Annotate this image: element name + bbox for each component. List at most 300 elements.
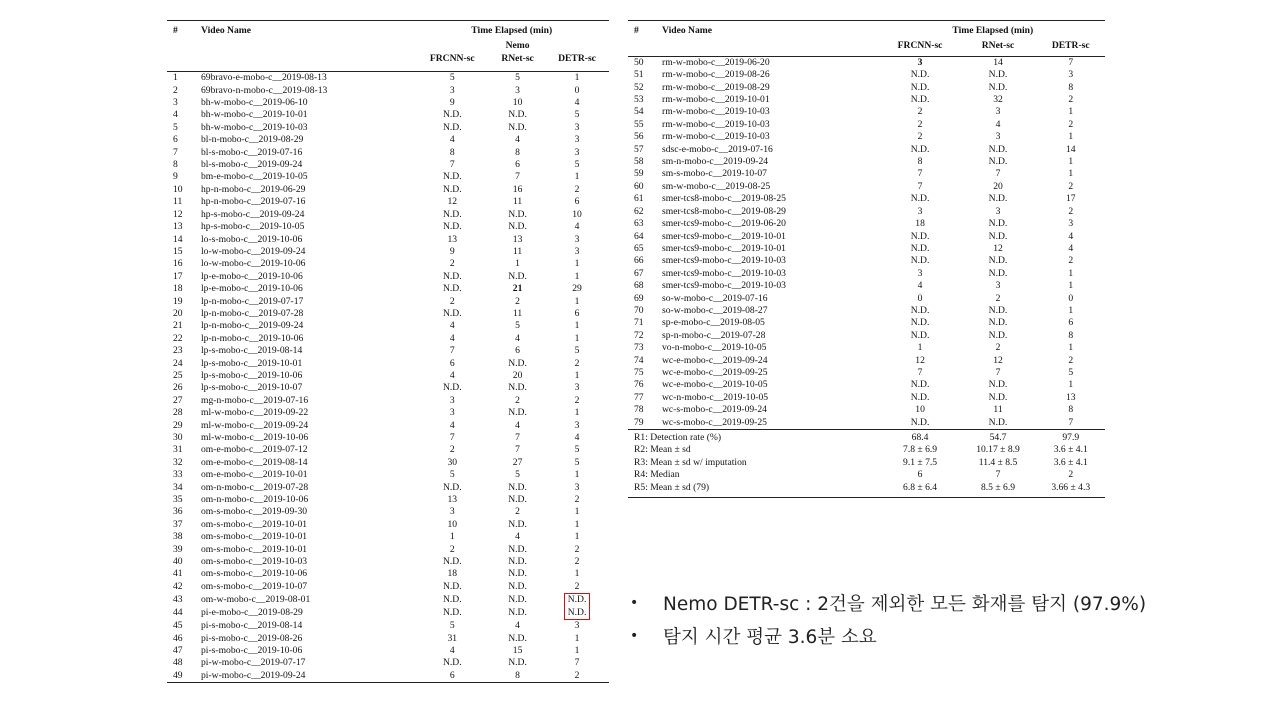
detr-value	[545, 670, 609, 683]
video-name-text: hp-n-mobo-c__2019-06-29	[201, 183, 306, 195]
row-number	[167, 296, 201, 308]
video-name-text: om-n-mobo-c__2019-07-28	[201, 481, 309, 493]
row-number	[628, 305, 662, 317]
video-name-text: pi-s-mobo-c__2019-08-26	[201, 632, 303, 644]
detr-value-text: 2	[574, 394, 580, 406]
video-name	[201, 382, 414, 394]
row-number	[167, 670, 201, 683]
video-name-text: lo-w-mobo-c__2019-09-24	[201, 245, 306, 257]
table-row	[167, 358, 609, 370]
video-name	[662, 82, 881, 94]
frcnn-value-text: 4	[917, 280, 923, 292]
detr-value	[1036, 268, 1105, 280]
frcnn-value-text: 18	[915, 218, 925, 230]
frcnn-value	[881, 193, 960, 205]
rnet-value-text: N.D.	[508, 270, 527, 282]
frcnn-value	[881, 119, 960, 131]
table-row	[628, 119, 1105, 131]
rnet-value	[490, 482, 545, 494]
frcnn-value-text: 6	[449, 357, 455, 369]
detr-value	[545, 72, 609, 85]
frcnn-value-text: 3	[917, 267, 923, 279]
rnet-value-text: 2	[515, 295, 520, 307]
table-row	[628, 379, 1105, 391]
row-number	[167, 345, 201, 357]
row-number	[167, 407, 201, 419]
video-name	[201, 506, 414, 518]
rnet-value-text: N.D.	[988, 304, 1008, 316]
rnet-value	[490, 607, 545, 620]
video-name	[201, 420, 414, 432]
video-name-text: lp-s-mobo-c__2019-10-06	[201, 369, 303, 381]
row-number-text: 26	[173, 382, 183, 394]
rnet-value	[960, 69, 1037, 81]
video-name-text: hp-n-mobo-c__2019-07-16	[201, 196, 306, 208]
detr-value-text: 3	[574, 620, 580, 632]
video-name-text: hp-s-mobo-c__2019-09-24	[201, 208, 305, 220]
rnet-value-text: 11	[512, 196, 523, 208]
video-name	[201, 444, 414, 456]
detr-value-text: 10	[572, 208, 582, 220]
detr-value-text: 2	[1068, 180, 1074, 192]
row-number-text: 57	[634, 143, 644, 155]
row-number	[167, 258, 201, 270]
col-header-rnet: RNet-sc	[960, 40, 1037, 56]
rnet-value-text: N.D.	[508, 556, 527, 568]
frcnn-value	[881, 330, 960, 342]
video-name-text: om-s-mobo-c__2019-10-01	[201, 518, 308, 530]
video-name-text: lp-e-mobo-c__2019-10-06	[201, 283, 303, 295]
frcnn-value-text: 3	[449, 506, 455, 518]
video-name	[201, 432, 414, 444]
table-row	[628, 392, 1105, 404]
table-row	[628, 69, 1105, 81]
table-row	[628, 293, 1105, 305]
rnet-value-text: 10	[512, 97, 523, 109]
rnet-value	[490, 407, 545, 419]
detr-value	[545, 645, 609, 657]
video-name-text: lp-n-mobo-c__2019-07-28	[201, 307, 304, 319]
frcnn-value-text: N.D.	[910, 379, 930, 391]
row-number	[167, 283, 201, 295]
row-number-text: 52	[634, 81, 644, 93]
frcnn-value-text: 0	[917, 292, 923, 304]
table-row	[167, 97, 609, 109]
rnet-value-text: 4	[995, 118, 1001, 130]
table-row	[167, 308, 609, 320]
rnet-value-text: 7	[995, 366, 1001, 378]
detr-value	[545, 134, 609, 146]
detr-value	[545, 457, 609, 469]
detr-value	[545, 607, 609, 620]
rnet-value	[960, 106, 1037, 118]
video-name-text: rm-w-mobo-c__2019-08-26	[662, 69, 770, 81]
video-name	[662, 379, 881, 391]
video-name-text: smer-tcs9-mobo-c__2019-10-03	[662, 267, 786, 279]
summary-label: R4: Median	[634, 469, 680, 481]
row-number	[628, 392, 662, 404]
row-number-text: 44	[173, 607, 183, 619]
detr-value	[545, 469, 609, 481]
rnet-value	[960, 342, 1037, 354]
rnet-value	[490, 444, 545, 456]
table-row	[167, 593, 609, 606]
row-number-text: 53	[634, 94, 644, 106]
rnet-value-text: 13	[512, 233, 523, 245]
row-number	[628, 218, 662, 230]
video-name	[201, 246, 414, 258]
frcnn-value	[881, 392, 960, 404]
frcnn-value-text: N.D.	[442, 171, 462, 183]
video-name	[201, 296, 414, 308]
rnet-value	[490, 345, 545, 357]
detr-value-text: 3	[574, 481, 580, 493]
detr-value-text: 0	[1068, 292, 1074, 304]
frcnn-value	[414, 97, 490, 109]
detr-value	[545, 147, 609, 159]
summary-row	[628, 457, 1105, 469]
frcnn-value-text: N.D.	[910, 143, 930, 155]
frcnn-value	[414, 171, 490, 183]
frcnn-value	[414, 457, 490, 469]
row-number	[628, 231, 662, 243]
detr-summary-value: 97.9	[1036, 430, 1105, 445]
video-name-text: bl-s-mobo-c__2019-09-24	[201, 159, 303, 171]
table-row	[628, 144, 1105, 156]
detr-value-text: 13	[1065, 391, 1076, 403]
video-name-text: rm-w-mobo-c__2019-10-03	[662, 106, 770, 118]
video-name-text: smer-tcs8-mobo-c__2019-08-29	[662, 205, 786, 217]
detr-value-text: 3	[1068, 69, 1074, 81]
table-row	[167, 482, 609, 494]
frcnn-value	[414, 296, 490, 308]
table-row	[628, 355, 1105, 367]
video-name-text: mg-n-mobo-c__2019-07-16	[201, 394, 309, 406]
row-number	[167, 420, 201, 432]
row-number	[167, 234, 201, 246]
rnet-value	[490, 184, 545, 196]
frcnn-value	[414, 506, 490, 518]
video-name-text: so-w-mobo-c__2019-07-16	[662, 292, 768, 304]
video-name	[201, 645, 414, 657]
video-name-text: bh-w-mobo-c__2019-10-03	[201, 121, 308, 133]
row-number	[167, 482, 201, 494]
frcnn-value-text: 4	[449, 134, 455, 146]
row-number-text: 48	[173, 657, 183, 669]
rnet-value-text: 11	[512, 245, 523, 257]
frcnn-value	[414, 333, 490, 345]
video-name-text: vo-n-mobo-c__2019-10-05	[662, 342, 767, 354]
video-name-text: hp-s-mobo-c__2019-10-05	[201, 221, 305, 233]
frcnn-value-text: 13	[447, 494, 458, 506]
detr-value	[1036, 280, 1105, 292]
rnet-value-text: 4	[515, 332, 520, 344]
frcnn-value-text: 12	[447, 196, 458, 208]
table-row	[167, 519, 609, 531]
frcnn-value	[414, 645, 490, 657]
table-row	[167, 122, 609, 134]
row-number-text: 49	[173, 669, 183, 681]
rnet-value-text: 7	[515, 444, 520, 456]
table-row	[167, 234, 609, 246]
row-number	[628, 106, 662, 118]
video-name	[201, 209, 414, 221]
detr-summary-value: 3.66 ± 4.3	[1036, 482, 1105, 498]
video-name	[662, 69, 881, 81]
video-name	[201, 147, 414, 159]
video-name	[662, 305, 881, 317]
highlighted-detr-value: N.D.	[564, 593, 591, 606]
video-name	[662, 392, 881, 404]
detr-value-text: 4	[1068, 230, 1074, 242]
video-name-text: lp-n-mobo-c__2019-10-06	[201, 332, 304, 344]
rnet-value-text: 2	[995, 342, 1001, 354]
table-row	[167, 283, 609, 295]
rnet-value-text: 16	[512, 183, 523, 195]
detr-value-text: 4	[574, 97, 580, 109]
table-row	[167, 271, 609, 283]
video-name-text: lp-n-mobo-c__2019-09-24	[201, 320, 304, 332]
frcnn-value	[414, 370, 490, 382]
frcnn-value-text: 7	[449, 345, 455, 357]
rnet-value	[490, 296, 545, 308]
row-number	[167, 531, 201, 543]
table-row	[628, 305, 1105, 317]
rnet-value-text: 32	[993, 94, 1003, 106]
table-row	[167, 469, 609, 481]
row-number	[628, 94, 662, 106]
row-number	[167, 196, 201, 208]
rnet-value	[490, 593, 545, 606]
frcnn-value	[414, 395, 490, 407]
rnet-value	[960, 168, 1037, 180]
video-name-text: wc-e-mobo-c__2019-09-25	[662, 366, 768, 378]
frcnn-value	[881, 56, 960, 69]
video-name	[201, 333, 414, 345]
frcnn-value-text: 3	[917, 56, 923, 68]
row-number	[167, 568, 201, 580]
col-header-num: #	[628, 21, 662, 41]
video-name	[662, 218, 881, 230]
video-name	[201, 184, 414, 196]
detr-value	[545, 271, 609, 283]
detr-value	[545, 171, 609, 183]
row-number-text: 8	[173, 159, 178, 171]
video-name-text: om-s-mobo-c__2019-10-07	[201, 580, 308, 592]
rnet-value	[490, 221, 545, 233]
detr-value	[545, 209, 609, 221]
rnet-summary-value: 10.17 ± 8.9	[976, 444, 1020, 456]
row-number-text: 75	[634, 366, 644, 378]
rnet-value-text: 20	[993, 180, 1003, 192]
video-name	[201, 358, 414, 370]
row-number-text: 76	[634, 379, 644, 391]
rnet-value-text: N.D.	[988, 230, 1008, 242]
row-number-text: 50	[634, 56, 644, 68]
rnet-value-text: 3	[515, 84, 520, 96]
video-name	[201, 345, 414, 357]
frcnn-value-text: 7	[449, 159, 455, 171]
frcnn-value	[414, 670, 490, 683]
video-name	[662, 231, 881, 243]
frcnn-value-text: 3	[449, 407, 455, 419]
frcnn-value-text: N.D.	[910, 94, 930, 106]
video-name	[662, 255, 881, 267]
frcnn-value	[881, 94, 960, 106]
row-number-text: 35	[173, 494, 183, 506]
row-number-text: 67	[634, 267, 644, 279]
video-name	[201, 159, 414, 171]
table-row	[628, 268, 1105, 280]
table-row	[167, 670, 609, 683]
detr-summary-value: 3.6 ± 4.1	[1053, 444, 1088, 456]
detr-value-text: 3	[574, 382, 580, 394]
row-number	[167, 271, 201, 283]
frcnn-value	[414, 345, 490, 357]
detr-value	[1036, 144, 1105, 156]
col-header-rnet: RNet-sc	[501, 52, 534, 64]
row-number	[628, 193, 662, 205]
frcnn-value-text: N.D.	[442, 183, 462, 195]
frcnn-value	[414, 544, 490, 556]
rnet-value-text: N.D.	[508, 407, 527, 419]
video-name	[662, 181, 881, 193]
frcnn-value	[881, 218, 960, 230]
row-number-text: 16	[173, 258, 183, 270]
rnet-value-text: 1	[515, 258, 520, 270]
rnet-value-text: N.D.	[508, 632, 527, 644]
rnet-value	[490, 271, 545, 283]
frcnn-value-text: N.D.	[442, 221, 462, 233]
rnet-value-text: 3	[995, 205, 1001, 217]
table-row	[167, 345, 609, 357]
frcnn-value-text: N.D.	[442, 283, 462, 295]
rnet-value	[490, 370, 545, 382]
detr-value-text: 7	[1068, 416, 1074, 428]
table-row	[167, 645, 609, 657]
rnet-value	[960, 131, 1037, 143]
detr-value	[545, 333, 609, 345]
detr-value	[1036, 106, 1105, 118]
summary-label: R5: Mean ± sd (79)	[628, 482, 881, 498]
video-name	[201, 109, 414, 121]
video-name-text: om-s-mobo-c__2019-10-06	[201, 568, 308, 580]
rnet-value	[960, 119, 1037, 131]
detr-value-text: 8	[1068, 81, 1074, 93]
bullet-text: 탐지 시간 평균 3.6분 소요	[663, 626, 877, 648]
video-name-text: om-e-mobo-c__2019-10-01	[201, 469, 308, 481]
frcnn-value-text: N.D.	[442, 270, 462, 282]
row-number	[628, 417, 662, 430]
frcnn-value-text: 1	[449, 531, 455, 543]
detr-value-text: 0	[574, 84, 580, 96]
rnet-value-text: 5	[515, 72, 520, 84]
rnet-value-text: 20	[512, 369, 523, 381]
video-name-text: wc-n-mobo-c__2019-10-05	[662, 391, 769, 403]
table-row	[167, 568, 609, 580]
row-number	[167, 370, 201, 382]
row-number-text: 60	[634, 180, 644, 192]
table-row	[167, 209, 609, 221]
table-row	[628, 156, 1105, 168]
detr-value	[1036, 82, 1105, 94]
video-name	[201, 134, 414, 146]
video-name	[201, 271, 414, 283]
frcnn-value-text: 2	[449, 444, 455, 456]
rnet-value-text: N.D.	[988, 267, 1008, 279]
frcnn-value-text: 2	[449, 258, 455, 270]
frcnn-value	[881, 144, 960, 156]
video-name-text: bh-w-mobo-c__2019-10-01	[201, 109, 308, 121]
row-number	[167, 593, 201, 606]
col-header-num: #	[167, 21, 201, 41]
rnet-value	[490, 171, 545, 183]
rnet-value-text: 7	[995, 168, 1001, 180]
table-row	[628, 417, 1105, 430]
detr-value-text: 2	[1068, 205, 1074, 217]
video-name	[201, 494, 414, 506]
detr-value	[1036, 131, 1105, 143]
row-number-text: 78	[634, 404, 644, 416]
detr-value	[545, 283, 609, 295]
rnet-value-text: N.D.	[988, 193, 1008, 205]
col-header-detr: DETR-sc	[1036, 40, 1105, 56]
rnet-value-text: 21	[512, 283, 523, 295]
row-number-text: 39	[173, 543, 183, 555]
detr-value	[1036, 404, 1105, 416]
video-name-text: sm-n-mobo-c__2019-09-24	[662, 156, 769, 168]
rnet-value-text: N.D.	[988, 143, 1008, 155]
highlighted-detr-value: N.D.	[564, 607, 591, 620]
video-name	[201, 320, 414, 332]
frcnn-value	[881, 69, 960, 81]
frcnn-value	[414, 271, 490, 283]
summary-row	[628, 482, 1105, 498]
rnet-value-text: N.D.	[988, 69, 1008, 81]
detr-value-text: 5	[574, 456, 580, 468]
table-row	[628, 94, 1105, 106]
video-name	[662, 168, 881, 180]
rnet-value-text: N.D.	[988, 329, 1008, 341]
frcnn-summary-value: 6	[917, 469, 923, 481]
row-number-text: 74	[634, 354, 644, 366]
video-name	[201, 122, 414, 134]
row-number-text: 71	[634, 317, 644, 329]
frcnn-value	[414, 469, 490, 481]
rnet-value	[490, 97, 545, 109]
rnet-value	[490, 147, 545, 159]
detr-value	[1036, 168, 1105, 180]
rnet-value	[490, 134, 545, 146]
row-number-text: 14	[173, 233, 183, 245]
table-row	[167, 556, 609, 568]
detr-value-text: 1	[574, 407, 580, 419]
detr-value-text: 1	[574, 332, 580, 344]
frcnn-value-text: N.D.	[442, 481, 462, 493]
video-name-text: pi-s-mobo-c__2019-08-14	[201, 620, 303, 632]
detr-value-text: 6	[574, 196, 580, 208]
rnet-value	[490, 395, 545, 407]
video-name	[201, 85, 414, 97]
frcnn-value	[414, 184, 490, 196]
rnet-value-text: N.D.	[988, 156, 1008, 168]
frcnn-value-text: N.D.	[442, 593, 462, 605]
row-number-text: 56	[634, 131, 644, 143]
detr-value	[545, 159, 609, 171]
detr-value	[1036, 417, 1105, 430]
video-name	[662, 268, 881, 280]
frcnn-value	[881, 131, 960, 143]
